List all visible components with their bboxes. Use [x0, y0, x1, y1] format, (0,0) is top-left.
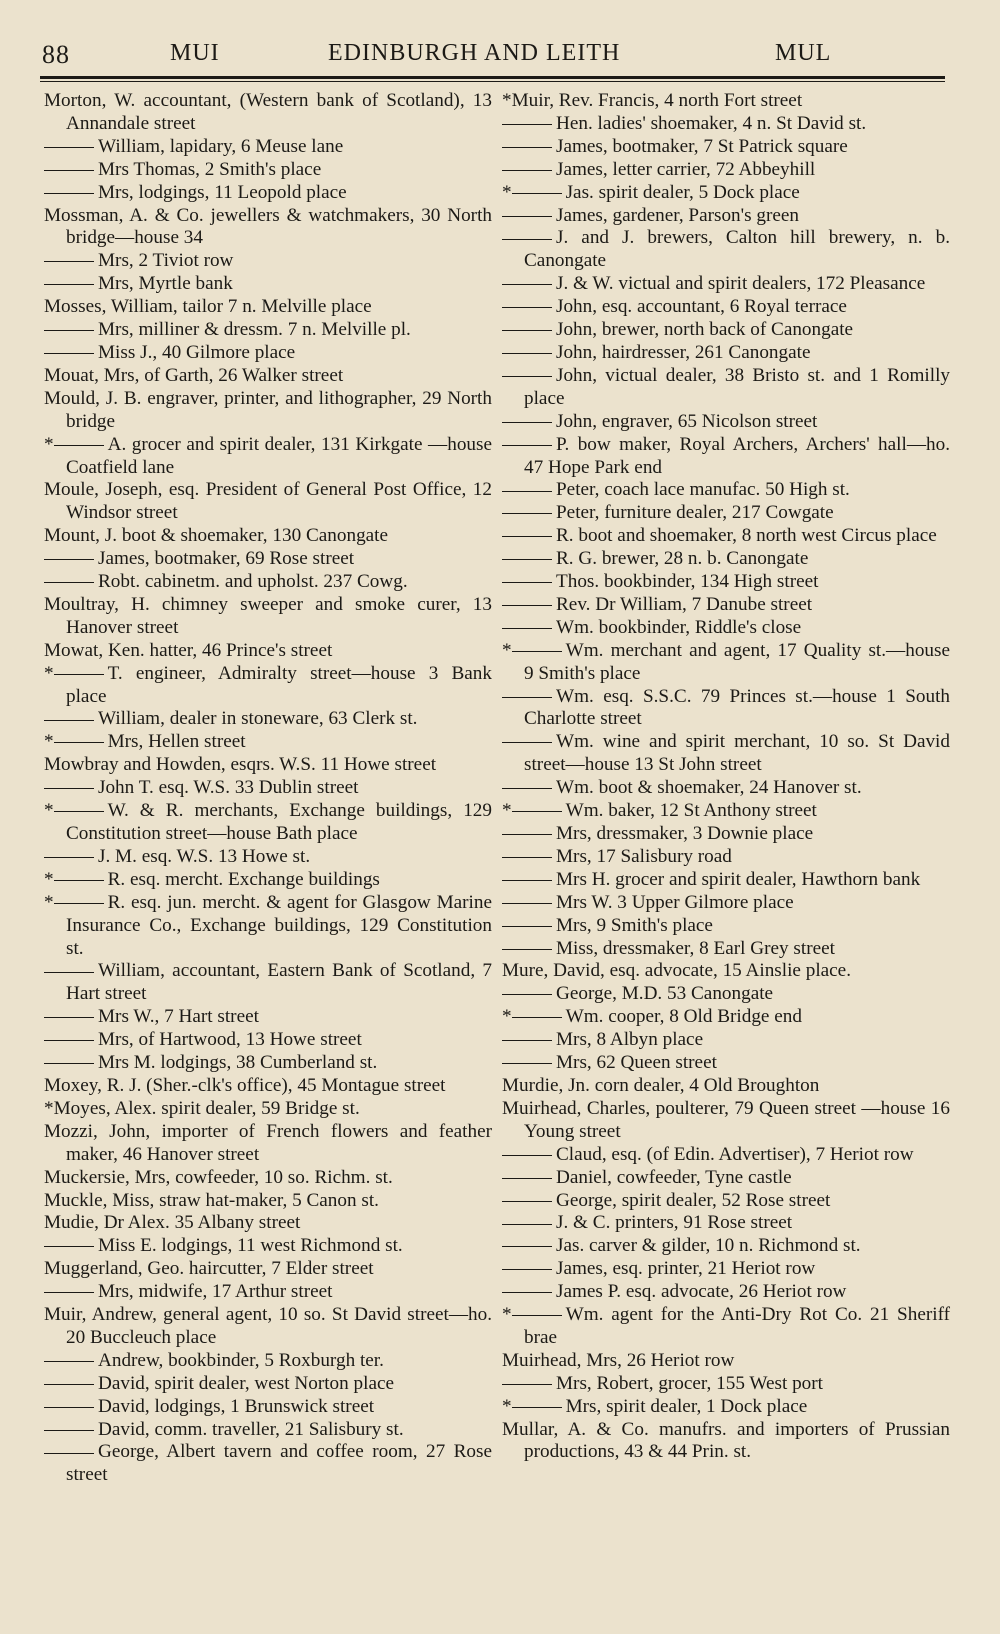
directory-entry — [502, 1052, 950, 1075]
header-rule — [40, 76, 945, 79]
header-rule-thin — [40, 81, 945, 82]
ditto-dash — [44, 1292, 94, 1293]
directory-entry — [44, 1190, 492, 1213]
directory-entry — [44, 594, 492, 640]
entry-text: Mount, J. boot & shoemaker, 130 Canongate — [44, 525, 389, 547]
ditto-dash — [502, 559, 552, 560]
header-left-word: MUI — [170, 40, 220, 66]
directory-entry — [502, 273, 950, 296]
entry-text: William, dealer in stoneware, 63 Clerk st. — [98, 708, 418, 730]
entry-text: James P. esq. advocate, 26 Heriot row — [556, 1281, 847, 1303]
ditto-dash — [502, 742, 552, 743]
entry-text: James, bootmaker, 7 St Patrick square — [556, 135, 848, 157]
entry-text: Muir, Rev. Francis, 4 north Fort street — [511, 90, 803, 111]
directory-entry — [502, 823, 950, 846]
directory-entry — [502, 182, 950, 205]
directory-entry — [502, 800, 950, 823]
directory-entry — [502, 892, 950, 915]
ditto-dash — [44, 1407, 94, 1408]
entry-text: Moule, Joseph, esq. President of General Post Office, 12 Windsor street — [44, 479, 492, 524]
ditto-dash — [502, 1040, 552, 1041]
directory-entry — [502, 1235, 950, 1258]
ditto-dash — [512, 1315, 562, 1316]
directory-entry — [44, 846, 492, 869]
ditto-dash — [44, 582, 94, 583]
entry-star-mark: * — [502, 1395, 512, 1417]
directory-entry — [502, 640, 950, 686]
entry-text: Murdie, Jn. corn dealer, 4 Old Broughton — [502, 1074, 820, 1096]
ditto-dash — [44, 193, 94, 194]
ditto-dash — [512, 193, 562, 194]
entry-text: Mrs, spirit dealer, 1 Dock place — [565, 1395, 808, 1417]
ditto-dash — [512, 1017, 562, 1018]
ditto-dash — [44, 1063, 94, 1064]
ditto-dash — [44, 1453, 94, 1454]
ditto-dash — [44, 330, 94, 331]
entry-star-mark: * — [44, 1097, 54, 1119]
ditto-dash — [502, 284, 552, 285]
directory-entry — [44, 892, 492, 961]
ditto-dash — [502, 491, 552, 492]
entry-text: Thos. bookbinder, 134 High street — [556, 571, 819, 593]
directory-entry — [44, 571, 492, 594]
ditto-dash — [502, 880, 552, 881]
entry-star-mark: * — [502, 90, 512, 111]
directory-entry — [44, 640, 492, 663]
ditto-dash — [44, 1361, 94, 1362]
directory-entry — [502, 1029, 950, 1052]
entry-text: P. bow maker, Royal Archers, Archers' hall—ho. 47 Hope Park end — [524, 433, 950, 478]
entry-text: Mrs Thomas, 2 Smith's place — [98, 158, 322, 180]
directory-entry — [502, 479, 950, 502]
directory-entry — [44, 1029, 492, 1052]
directory-entry — [502, 983, 950, 1006]
ditto-dash — [44, 788, 94, 789]
entry-star-mark: * — [44, 800, 54, 822]
directory-entry — [44, 434, 492, 480]
ditto-dash — [44, 1384, 94, 1385]
ditto-dash — [502, 903, 552, 904]
ditto-dash — [502, 1246, 552, 1247]
entry-text: Mosses, William, tailor 7 n. Melville place — [44, 296, 372, 318]
directory-entry — [502, 1006, 950, 1029]
ditto-dash — [502, 239, 552, 240]
entry-text: Moyes, Alex. spirit dealer, 59 Bridge st. — [53, 1097, 360, 1119]
entry-text: William, accountant, Eastern Bank of Scotland, 7 Hart street — [66, 960, 492, 1005]
entry-star-mark: * — [44, 731, 54, 753]
entry-text: Moxey, R. J. (Sher.-clk's office), 45 Montague street — [44, 1074, 446, 1096]
directory-entry — [44, 800, 492, 846]
ditto-dash — [44, 1430, 94, 1431]
entry-text: James, bootmaker, 69 Rose street — [98, 548, 355, 570]
directory-entry — [502, 1144, 950, 1167]
ditto-dash — [44, 720, 94, 721]
ditto-dash — [502, 1384, 552, 1385]
directory-entry — [502, 502, 950, 525]
directory-entry — [44, 250, 492, 273]
ditto-dash — [502, 697, 552, 698]
directory-entry — [44, 1167, 492, 1190]
entry-text: Mozzi, John, importer of French flowers and feather maker, 46 Hanover street — [44, 1120, 492, 1165]
ditto-dash — [44, 559, 94, 560]
entry-star-mark: * — [502, 800, 512, 822]
entry-text: A. grocer and spirit dealer, 131 Kirkgate —house Coatfield lane — [66, 433, 492, 478]
entry-star-mark: * — [502, 1006, 512, 1028]
directory-entry — [44, 1235, 492, 1258]
ditto-dash — [502, 994, 552, 995]
entry-text: R. esq. jun. mercht. & agent for Glasgow Marine Insurance Co., Exchange buildings, 129 Constitution st. — [66, 891, 492, 959]
entry-text: Mowat, Ken. hatter, 46 Prince's street — [44, 639, 333, 661]
entry-text: J. M. esq. W.S. 13 Howe st. — [98, 845, 311, 867]
directory-entry — [502, 1373, 950, 1396]
entry-text: Mure, David, esq. advocate, 15 Ainslie place. — [502, 960, 852, 982]
directory-entry — [502, 869, 950, 892]
ditto-dash — [502, 788, 552, 789]
directory-entry — [44, 1212, 492, 1235]
entry-text: Mrs, milliner & dressm. 7 n. Melville pl. — [98, 319, 411, 341]
directory-entry — [44, 342, 492, 365]
entry-text: Mrs, 62 Queen street — [556, 1052, 717, 1074]
entry-text: J. & W. victual and spirit dealers, 172 Pleasance — [556, 273, 926, 295]
entry-text: Peter, furniture dealer, 217 Cowgate — [556, 502, 834, 524]
entry-text: Wm. baker, 12 St Anthony street — [565, 800, 817, 822]
ditto-dash — [502, 513, 552, 514]
entry-text: Mrs H. grocer and spirit dealer, Hawthorn bank — [556, 868, 921, 890]
directory-entry — [502, 571, 950, 594]
directory-entry — [502, 342, 950, 365]
entry-text: Mouat, Mrs, of Garth, 26 Walker street — [44, 364, 344, 386]
ditto-dash — [44, 972, 94, 973]
directory-entry — [502, 296, 950, 319]
ditto-dash — [502, 605, 552, 606]
directory-entry — [44, 273, 492, 296]
directory-entry — [502, 1212, 950, 1235]
entry-text: Muir, Andrew, general agent, 10 so. St David street—ho. 20 Buccleuch place — [44, 1304, 492, 1348]
entry-star-mark: * — [502, 181, 512, 203]
ditto-dash — [44, 284, 94, 285]
ditto-dash — [502, 628, 552, 629]
directory-entry — [502, 686, 950, 732]
directory-entry — [44, 663, 492, 709]
entry-text: Peter, coach lace manufac. 50 High st. — [556, 479, 850, 501]
directory-entry — [502, 205, 950, 228]
entry-text: Rev. Dr William, 7 Danube street — [556, 593, 813, 615]
ditto-dash — [502, 330, 552, 331]
directory-entry — [44, 319, 492, 342]
directory-entry — [44, 869, 492, 892]
ditto-dash — [44, 857, 94, 858]
entry-text: James, gardener, Parson's green — [556, 204, 799, 226]
ditto-dash — [502, 926, 552, 927]
directory-entry — [502, 1350, 950, 1373]
entry-text: Morton, W. accountant, (Western bank of Scotland), 13 Annandale street — [44, 90, 492, 134]
entry-text: Muckersie, Mrs, cowfeeder, 10 so. Richm. st. — [44, 1166, 393, 1188]
entry-text: Mudie, Dr Alex. 35 Albany street — [44, 1212, 301, 1234]
directory-entry — [502, 411, 950, 434]
directory-entry — [44, 479, 492, 525]
entry-star-mark: * — [44, 868, 54, 890]
right-column — [502, 90, 950, 1464]
entry-text: John, hairdresser, 261 Canongate — [556, 341, 811, 363]
entry-text: Jas. carver & gilder, 10 n. Richmond st. — [556, 1235, 861, 1257]
entry-star-mark: * — [502, 1304, 512, 1326]
entry-star-mark: * — [44, 891, 54, 913]
ditto-dash — [512, 811, 562, 812]
entry-text: Mrs, 2 Tiviot row — [98, 250, 234, 272]
directory-entry — [502, 1396, 950, 1419]
entry-text: James, letter carrier, 72 Abbeyhill — [556, 158, 816, 180]
directory-entry — [502, 136, 950, 159]
entry-text: Wm. wine and spirit merchant, 10 so. St David street—house 13 St John street — [524, 731, 950, 776]
entry-text: Mrs, Myrtle bank — [98, 273, 233, 295]
ditto-dash — [502, 536, 552, 537]
directory-entry — [44, 159, 492, 182]
ditto-dash — [502, 1269, 552, 1270]
ditto-dash — [502, 170, 552, 171]
ditto-dash — [502, 1063, 552, 1064]
directory-entry — [44, 1075, 492, 1098]
ditto-dash — [44, 1246, 94, 1247]
page-header — [40, 40, 945, 80]
entry-star-mark: * — [502, 639, 512, 661]
ditto-dash — [44, 170, 94, 171]
header-right-word: MUL — [775, 40, 832, 66]
entry-text: Mrs W. 3 Upper Gilmore place — [556, 891, 794, 913]
entry-text: John, esq. accountant, 6 Royal terrace — [556, 296, 847, 318]
ditto-dash — [502, 1201, 552, 1202]
entry-text: Miss J., 40 Gilmore place — [98, 341, 296, 363]
entry-text: Muirhead, Charles, poulterer, 79 Queen street —house 16 Young street — [502, 1097, 950, 1142]
header-title: EDINBURGH AND LEITH — [328, 40, 621, 66]
entry-star-mark: * — [44, 662, 54, 684]
directory-entry — [44, 548, 492, 571]
directory-entry — [44, 1373, 492, 1396]
directory-entry — [44, 731, 492, 754]
directory-entry — [502, 319, 950, 342]
ditto-dash — [502, 124, 552, 125]
directory-entry — [44, 1396, 492, 1419]
directory-entry — [502, 1304, 950, 1350]
left-column — [44, 90, 492, 1487]
directory-entry — [502, 1075, 950, 1098]
directory-entry — [44, 1350, 492, 1373]
directory-entry — [502, 777, 950, 800]
entry-text: T. engineer, Admiralty street—house 3 Bank place — [66, 662, 492, 707]
entry-text: John, victual dealer, 38 Bristo st. and 1 Romilly place — [524, 364, 950, 409]
ditto-dash — [54, 445, 104, 446]
entry-text: Mrs M. lodgings, 38 Cumberland st. — [98, 1052, 378, 1074]
entry-text: Mrs, 8 Albyn place — [556, 1029, 704, 1051]
entry-text: George, Albert tavern and coffee room, 27 Rose street — [66, 1441, 492, 1486]
ditto-dash — [512, 1407, 562, 1408]
directory-entry — [44, 388, 492, 434]
directory-entry — [502, 548, 950, 571]
ditto-dash — [502, 1155, 552, 1156]
directory-entry — [44, 1441, 492, 1487]
directory-entry — [44, 136, 492, 159]
ditto-dash — [54, 880, 104, 881]
ditto-dash — [502, 376, 552, 377]
directory-entry — [44, 960, 492, 1006]
directory-entry — [44, 1121, 492, 1167]
entry-text: Mossman, A. & Co. jewellers & watchmakers, 30 North bridge—house 34 — [44, 204, 492, 249]
ditto-dash — [502, 445, 552, 446]
entry-text: Mrs, 17 Salisbury road — [556, 845, 732, 867]
directory-entry — [502, 1419, 950, 1465]
ditto-dash — [502, 422, 552, 423]
ditto-dash — [502, 1178, 552, 1179]
entry-text: J. & C. printers, 91 Rose street — [556, 1212, 793, 1234]
directory-entry — [502, 960, 950, 983]
entry-text: Robt. cabinetm. and upholst. 237 Cowg. — [98, 571, 408, 593]
entry-text: Muggerland, Geo. haircutter, 7 Elder street — [44, 1258, 374, 1280]
entry-text: Mrs, 9 Smith's place — [556, 914, 713, 936]
entry-text: Moultray, H. chimney sweeper and smoke curer, 13 Hanover street — [44, 593, 492, 638]
entry-text: R. esq. mercht. Exchange buildings — [107, 868, 380, 890]
entry-text: Mrs, Hellen street — [107, 731, 246, 753]
directory-entry — [502, 525, 950, 548]
entry-text: Claud, esq. (of Edin. Advertiser), 7 Heriot row — [556, 1143, 914, 1165]
entry-star-mark: * — [44, 433, 54, 455]
ditto-dash — [44, 1017, 94, 1018]
directory-entry — [502, 90, 950, 113]
entry-text: Mrs, dressmaker, 3 Downie place — [556, 823, 814, 844]
directory-entry — [44, 1419, 492, 1442]
directory-entry — [44, 365, 492, 388]
entry-text: Wm. cooper, 8 Old Bridge end — [565, 1006, 802, 1028]
directory-entry — [44, 182, 492, 205]
directory-entry — [502, 434, 950, 480]
ditto-dash — [512, 651, 562, 652]
entry-text: Wm. agent for the Anti-Dry Rot Co. 21 Sheriff brae — [524, 1304, 950, 1348]
ditto-dash — [502, 1292, 552, 1293]
directory-entry — [44, 1258, 492, 1281]
ditto-dash — [502, 834, 552, 835]
entry-text: Miss, dressmaker, 8 Earl Grey street — [556, 937, 835, 959]
ditto-dash — [502, 147, 552, 148]
directory-entry — [44, 205, 492, 251]
entry-text: R. boot and shoemaker, 8 north west Circus place — [556, 525, 937, 547]
directory-entry — [44, 1098, 492, 1121]
directory-entry — [502, 915, 950, 938]
ditto-dash — [502, 857, 552, 858]
directory-entry — [44, 1281, 492, 1304]
entry-text: Mrs, Robert, grocer, 155 West port — [556, 1372, 823, 1394]
directory-entry — [44, 777, 492, 800]
entry-text: John T. esq. W.S. 33 Dublin street — [98, 777, 359, 799]
entry-text: Mrs, lodgings, 11 Leopold place — [98, 181, 347, 203]
directory-entry — [502, 594, 950, 617]
entry-text: R. G. brewer, 28 n. b. Canongate — [556, 548, 809, 570]
entry-text: Jas. spirit dealer, 5 Dock place — [565, 181, 800, 203]
directory-entry — [44, 708, 492, 731]
directory-entry — [44, 1304, 492, 1350]
entry-text: James, esq. printer, 21 Heriot row — [556, 1258, 816, 1280]
directory-entry — [502, 731, 950, 777]
ditto-dash — [502, 949, 552, 950]
entry-text: William, lapidary, 6 Meuse lane — [98, 135, 344, 157]
entry-text: Mrs, midwife, 17 Arthur street — [98, 1281, 333, 1303]
ditto-dash — [54, 742, 104, 743]
ditto-dash — [44, 261, 94, 262]
directory-entry — [502, 113, 950, 136]
entry-text: Daniel, cowfeeder, Tyne castle — [556, 1166, 792, 1188]
entry-text: Mullar, A. & Co. manufrs. and importers of Prussian productions, 43 & 44 Prin. st. — [502, 1418, 950, 1463]
directory-entry — [44, 90, 492, 136]
directory-entry — [44, 1006, 492, 1029]
ditto-dash — [54, 903, 104, 904]
directory-entry — [502, 1190, 950, 1213]
directory-entry — [502, 1167, 950, 1190]
entry-text: Andrew, bookbinder, 5 Roxburgh ter. — [98, 1349, 384, 1371]
entry-text: Mrs, of Hartwood, 13 Howe street — [98, 1029, 362, 1051]
entry-text: Miss E. lodgings, 11 west Richmond st. — [98, 1235, 403, 1257]
ditto-dash — [44, 353, 94, 354]
ditto-dash — [44, 1040, 94, 1041]
ditto-dash — [502, 353, 552, 354]
directory-entry — [502, 227, 950, 273]
entry-text: Wm. bookbinder, Riddle's close — [556, 616, 802, 638]
entry-text: J. and J. brewers, Calton hill brewery, n. b. Canongate — [524, 227, 950, 272]
directory-entry — [502, 1281, 950, 1304]
directory-entry — [502, 1258, 950, 1281]
ditto-dash — [44, 147, 94, 148]
entry-text: David, lodgings, 1 Brunswick street — [98, 1395, 375, 1417]
ditto-dash — [502, 216, 552, 217]
entry-text: George, spirit dealer, 52 Rose street — [556, 1189, 831, 1211]
directory-entry — [44, 525, 492, 548]
directory-entry — [502, 159, 950, 182]
ditto-dash — [54, 674, 104, 675]
entry-text: George, M.D. 53 Canongate — [556, 983, 774, 1005]
entry-text: Wm. esq. S.S.C. 79 Princes st.—house 1 South Charlotte street — [524, 685, 950, 730]
directory-entry — [44, 1052, 492, 1075]
entry-text: Wm. boot & shoemaker, 24 Hanover st. — [556, 777, 862, 799]
entry-text: Wm. merchant and agent, 17 Quality st.—house 9 Smith's place — [524, 639, 950, 684]
entry-text: Mould, J. B. engraver, printer, and lithographer, 29 North bridge — [44, 387, 492, 432]
directory-entry — [502, 1098, 950, 1144]
directory-entry — [502, 846, 950, 869]
directory-entry — [44, 754, 492, 777]
entry-text: Hen. ladies' shoemaker, 4 n. St David st. — [556, 112, 867, 134]
directory-entry — [502, 938, 950, 961]
entry-text: John, engraver, 65 Nicolson street — [556, 410, 818, 432]
entry-text: Muirhead, Mrs, 26 Heriot row — [502, 1349, 735, 1371]
entry-text: Mrs W., 7 Hart street — [98, 1006, 259, 1028]
entry-text: David, comm. traveller, 21 Salisbury st. — [98, 1418, 404, 1440]
entry-text: W. & R. merchants, Exchange buildings, 129 Constitution street—house Bath place — [66, 800, 492, 844]
ditto-dash — [502, 582, 552, 583]
directory-entry — [44, 296, 492, 319]
entry-text: Muckle, Miss, straw hat-maker, 5 Canon st. — [44, 1189, 379, 1211]
page-number: 88 — [42, 40, 70, 69]
ditto-dash — [502, 307, 552, 308]
ditto-dash — [502, 1224, 552, 1225]
entry-text: John, brewer, north back of Canongate — [556, 319, 854, 341]
entry-text: Mowbray and Howden, esqrs. W.S. 11 Howe street — [44, 754, 437, 776]
directory-entry — [502, 617, 950, 640]
entry-text: David, spirit dealer, west Norton place — [98, 1372, 395, 1394]
ditto-dash — [54, 811, 104, 812]
directory-entry — [502, 365, 950, 411]
